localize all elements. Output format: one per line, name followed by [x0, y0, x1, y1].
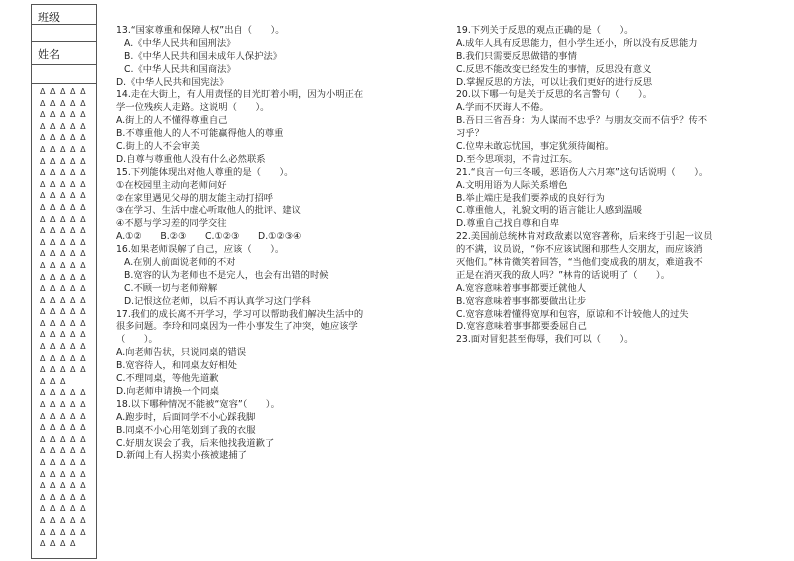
seal-mark-row: Δ Δ Δ Δ — [40, 539, 77, 549]
seal-mark-row: Δ Δ Δ Δ Δ — [40, 342, 87, 352]
name-label: 姓名 — [38, 48, 60, 61]
class-input-area[interactable] — [32, 25, 96, 42]
seal-mark-row: Δ Δ Δ Δ Δ — [40, 272, 87, 282]
question-line: C.反思不能改变已经发生的事情，反思没有意义 — [456, 63, 652, 75]
seal-mark-row: Δ Δ Δ Δ Δ — [40, 307, 87, 317]
question-line: 15.下列能体现出对他人尊重的是（ ）。 — [116, 166, 294, 178]
seal-mark-row: Δ Δ Δ — [40, 376, 67, 386]
question-line: A.《中华人民共和国刑法》 — [124, 37, 236, 49]
question-line: D.宽容意味着事事都要委屈自己 — [456, 321, 587, 333]
question-line: B.宽容待人，和同桌友好相处 — [116, 360, 237, 372]
seal-mark-row: Δ Δ Δ Δ Δ — [40, 168, 87, 178]
question-line: B.我们只需要反思做错的事情 — [456, 50, 577, 62]
seal-mark-row: Δ Δ Δ Δ Δ — [40, 214, 87, 224]
question-line: D.掌握反思的方法，可以让我们更好的进行反思 — [456, 76, 653, 88]
question-line: D.自尊与尊重他人没有什么必然联系 — [116, 153, 266, 165]
question-line: D.记恨这位老师，以后不再认真学习这门学科 — [124, 295, 311, 307]
question-line: 很多问题。李玲和同桌因为一件小事发生了冲突，她应该学 — [116, 321, 358, 333]
question-line: C.街上的人不会审美 — [116, 141, 200, 153]
seal-mark-row: Δ Δ Δ Δ Δ — [40, 98, 87, 108]
question-line: B.同桌不小心用笔划到了我的衣服 — [116, 424, 256, 436]
question-line: 16.如果老师误解了自己，应该（ ）。 — [116, 244, 285, 256]
question-line: A.在别人前面说老师的不对 — [124, 257, 236, 269]
seal-mark-row: Δ Δ Δ Δ Δ — [40, 458, 87, 467]
question-line: D.新闻上有人拐卖小孩被逮捕了 — [116, 450, 247, 462]
question-line: 13.“国家尊重和保障人权”出自（ ）。 — [116, 25, 285, 36]
question-line: D.尊重自己找自尊和自卑 — [456, 218, 560, 230]
seal-mark-row: Δ Δ Δ Δ Δ — [40, 481, 87, 491]
seal-mark-row: Δ Δ Δ Δ Δ — [40, 110, 87, 120]
seal-mark-row: Δ Δ Δ Δ Δ — [40, 365, 87, 375]
right-question-column — [456, 25, 786, 347]
question-line: D.《中华人民共和国宪法》 — [116, 76, 229, 88]
seal-mark-row: Δ Δ Δ Δ Δ — [40, 411, 87, 421]
seal-mark-row: Δ Δ Δ Δ Δ — [40, 179, 87, 189]
question-line: ①在校园里主动向老师问好 — [116, 179, 227, 191]
question-line: A.成年人具有反思能力，但小学生还小，所以没有反思能力 — [456, 37, 698, 49]
question-line: A.文明用语为人际关系增色 — [456, 179, 568, 191]
question-line: 的不满，议员说，“你不应该试图和那些人交朋友，而应该消 — [456, 244, 703, 256]
seal-mark-row: Δ Δ Δ Δ Δ — [40, 284, 87, 294]
question-line: ②在家里遇见父母的朋友能主动打招呼 — [116, 192, 274, 204]
question-line: C.不顾一切与老师辩解 — [124, 282, 218, 294]
question-line: B.《中华人民共和国未成年人保护法》 — [124, 50, 283, 62]
seal-mark-row: Δ Δ Δ Δ Δ — [40, 353, 87, 363]
seal-mark-row: Δ Δ Δ Δ Δ — [40, 226, 87, 236]
question-line: 18.以下哪种情况不能被“宽容”（ ）。 — [116, 398, 280, 410]
question-line: 22.美国前总统林肯对政敌素以宽容著称，后来终于引起一议员 — [456, 231, 713, 243]
seal-mark-row: Δ Δ Δ Δ Δ — [40, 434, 87, 444]
question-line: 23.面对冒犯甚至侮辱，我们可以（ ）。 — [456, 334, 634, 346]
seal-mark-row: Δ Δ Δ Δ Δ — [40, 492, 87, 502]
question-line: 21.“良言一句三冬暖，恶语伤人六月寒”这句话说明（ ）。 — [456, 166, 709, 178]
question-line: B.不尊重他人的人不可能赢得他人的尊重 — [116, 128, 284, 140]
class-field[interactable] — [32, 5, 96, 25]
question-line: C.不理同桌，等他先道歉 — [116, 373, 219, 385]
seal-line-marks — [32, 84, 96, 550]
question-line: 习乎？ — [456, 128, 484, 140]
seal-mark-row: Δ Δ Δ Δ Δ — [40, 527, 87, 537]
question-line: C.《中华人民共和国商法》 — [124, 63, 236, 75]
question-line: （ ）。 — [116, 334, 158, 346]
seal-mark-row: Δ Δ Δ Δ Δ — [40, 469, 87, 479]
question-line: C.宽容意味着懂得宽厚和包容，原谅和不计较他人的过失 — [456, 308, 689, 320]
question-line: 19.下列关于反思的观点正确的是（ ）。 — [456, 25, 634, 36]
question-line: C.尊重他人，礼貌文明的语言能让人感到温暖 — [456, 205, 643, 217]
question-line: B.宽容的认为老师也不是完人，也会有出错的时候 — [124, 269, 329, 281]
name-input-area[interactable] — [32, 65, 96, 84]
seal-mark-row: Δ Δ Δ Δ Δ — [40, 260, 87, 270]
student-info-sidebar — [31, 4, 97, 559]
question-line: B.举止端庄是我们要养成的良好行为 — [456, 192, 605, 204]
left-question-column — [116, 25, 436, 463]
name-field[interactable] — [32, 42, 96, 65]
seal-mark-row: Δ Δ Δ Δ Δ — [40, 249, 87, 259]
seal-mark-row: Δ Δ Δ Δ Δ — [40, 295, 87, 305]
question-line: A.宽容意味着事事都要迁就他人 — [456, 282, 587, 294]
seal-mark-row: Δ Δ Δ Δ Δ — [40, 191, 87, 201]
question-line: D.向老师申请换一个同桌 — [116, 385, 220, 397]
seal-mark-row: Δ Δ Δ Δ Δ — [40, 318, 87, 328]
question-line: B.宽容意味着事事都要做出让步 — [456, 295, 587, 307]
seal-mark-row: Δ Δ Δ Δ Δ — [40, 446, 87, 456]
seal-mark-row: Δ Δ Δ Δ Δ — [40, 330, 87, 340]
question-line: ④不愿与学习差的同学交往 — [116, 218, 227, 230]
question-line: A.跑步时，后面同学不小心踩我脚 — [116, 411, 256, 423]
seal-mark-row: Δ Δ Δ Δ Δ — [40, 388, 87, 398]
seal-mark-row: Δ Δ Δ Δ Δ — [40, 156, 87, 166]
question-line: 学一位残疾人走路。这说明（ ）。 — [116, 102, 270, 114]
question-line: 17.我们的成长离不开学习，学习可以帮助我们解决生活中的 — [116, 308, 364, 320]
seal-mark-row: Δ Δ Δ Δ Δ — [40, 237, 87, 247]
question-line: C.好朋友误会了我，后来他找我道歉了 — [116, 437, 275, 449]
seal-mark-row: Δ Δ Δ Δ Δ — [40, 202, 87, 212]
question-line: 20.以下哪一句是关于反思的名言警句（ ）。 — [456, 89, 653, 101]
question-line: A.①② B.②③ C.①②③ D.①②③④ — [116, 231, 302, 243]
question-line: A.街上的人不懂得尊重自己 — [116, 115, 228, 127]
question-line: 正是在消灭我的敌人吗？”林肯的话说明了（ ）。 — [456, 269, 670, 281]
seal-mark-row: Δ Δ Δ Δ Δ — [40, 133, 87, 143]
question-line: B.吾日三省吾身：为人谋而不忠乎？与朋友交而不信乎？传不 — [456, 115, 708, 127]
question-line: 14.走在大街上，有人用责怪的目光盯着小明，因为小明正在 — [116, 89, 364, 101]
seal-mark-row: Δ Δ Δ Δ Δ — [40, 515, 87, 525]
question-line: A.向老师告状，只说同桌的错误 — [116, 347, 247, 359]
seal-mark-row: Δ Δ Δ Δ Δ — [40, 87, 87, 96]
seal-mark-row: Δ Δ Δ Δ Δ — [40, 423, 87, 433]
question-line: ③在学习、生活中虚心听取他人的批评、建议 — [116, 205, 301, 217]
seal-mark-row: Δ Δ Δ Δ Δ — [40, 504, 87, 514]
seal-mark-row: Δ Δ Δ Δ Δ — [40, 400, 87, 410]
question-line: D.至今思项羽，不肯过江东。 — [456, 153, 578, 165]
question-line: C.位卑未敢忘忧国，事定犹须待阖棺。 — [456, 141, 615, 153]
question-line: 灭他们。”林肯微笑着回答，“当他们变成我的朋友，难道我不 — [456, 257, 703, 269]
question-line: A.学而不厌诲人不倦。 — [456, 102, 549, 114]
class-label: 班级 — [38, 11, 60, 24]
seal-mark-row: Δ Δ Δ Δ Δ — [40, 121, 87, 131]
seal-mark-row: Δ Δ Δ Δ Δ — [40, 144, 87, 154]
